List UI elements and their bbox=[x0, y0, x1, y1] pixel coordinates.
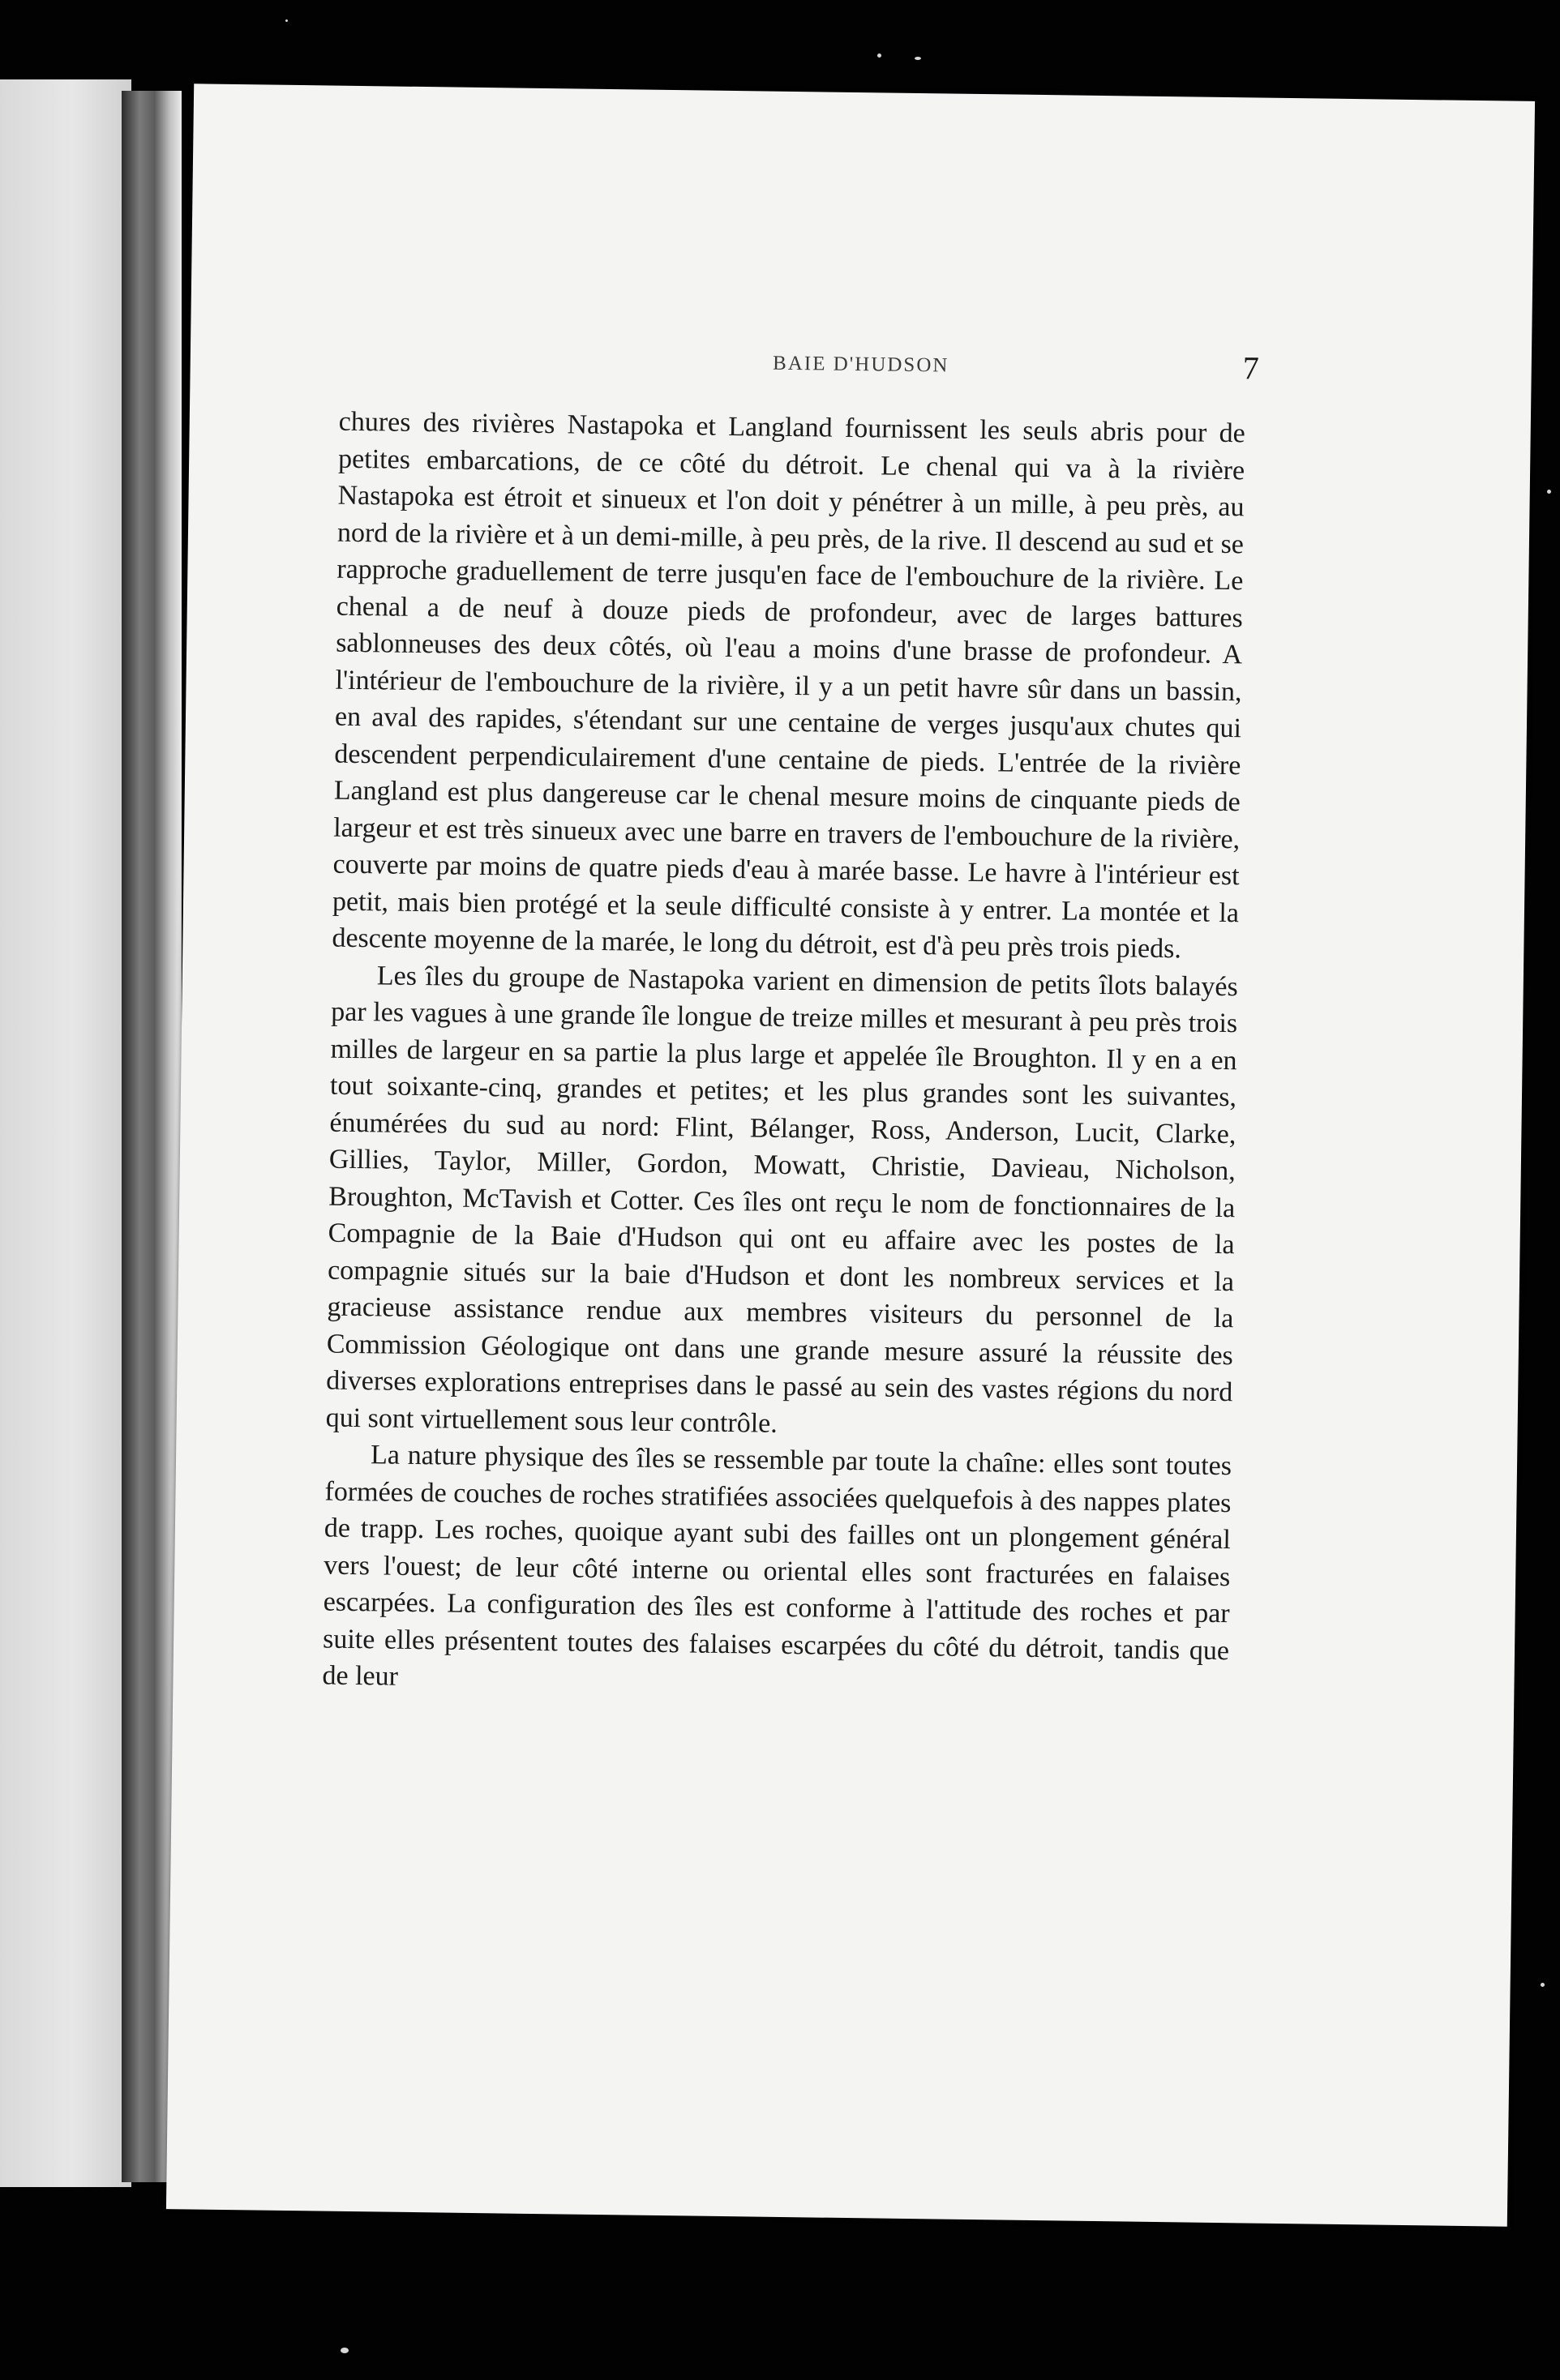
facing-page-edge bbox=[0, 79, 131, 2187]
book-page bbox=[166, 83, 1535, 2226]
paragraph: Les îles du groupe de Nastapoka varient en dimension de petits îlots balayés par les vagues à une grande île longue de treize milles et mesurant à peu près trois milles de largeur en sa partie la plus large et appelée île Broughton. Il y en a en tout soixante-cinq, grandes et petites; et les plus grandes sont les suivantes, énumérées du sud au nord: Flint, Bélanger, Ross, Anderson, Lucit, Clarke, Gillies, Taylor, Miller, Gordon, Mowatt, Christie, Davieau, Nicholson, Broughton, McTavish et Cotter. Ces îles ont reçu le nom de fonctionnaires de la Compagnie de la Baie d'Hudson qui ont eu affaire avec les postes de la compagnie situés sur la baie d'Hudson et dont les nombreux services et la gracieuse assistance rendue aux membres visiteurs du personnel de la Commission Géologique ont dans une grande mesure assuré la réussite des diverses explorations entreprises dans le passé au sein des vastes régions du nord qui sont virtuellement sous leur contrôle. bbox=[325, 960, 1239, 1439]
paragraph: chures des rivières Nastapoka et Langland fournissent les seuls abris pour de petites embarcations, de ce côté du détroit. Le chenal qui va à la rivière Nastapoka est étroit et sinueux et l'on doit y pénétrer à un mille, à peu près, au nord de la rivière et à un demi-mille, à peu près, de la rive. Il descend au sud et se rapproche graduellement de terre jusqu'en face de l'embouchure de la rivière. Le chenal a de neuf à douze pieds de profondeur, avec de larges battures sablonneuses des deux côtés, où l'eau a moins d'une brasse de profondeur. A l'intérieur de l'embouchure de la rivière, il y a un petit havre sûr dans un bassin, en aval des rapides, s'étendant sur une centaine de verges jusqu'aux chutes qui descendent perpendiculairement d'une centaine de pieds. L'entrée de la rivière Langland est plus dangereuse car le chenal mesure moins de cinquante pieds de largeur et est très sinueux avec une barre en travers de l'embouchure de la rivière, couverte par moins de quatre pieds d'eau à marée basse. Le havre à l'intérieur est petit, mais bien protégé et la seule difficulté consiste à y entrer. La montée et la descente moyenne de la marée, le long du détroit, est d'à peu près trois pieds. bbox=[332, 406, 1245, 965]
paragraph: La nature physique des îles se ressemble par toute la chaîne: elles sont toutes formées de couches de roches stratifiées associées quelquefois à des nappes plates de trapp. Les roches, quoique ayant subi des failles ont un plongement général vers l'ouest; de leur côté interne ou oriental elles sont fracturées en falaises escarpées. La configuration des îles est conforme à l'attitude des roches et par suite elles présentent toutes des falaises escarpées du côté du détroit, tandis que de leur bbox=[322, 1440, 1232, 1692]
body-text bbox=[322, 404, 1245, 1706]
running-head: BAIE D'HUDSON bbox=[772, 352, 949, 377]
page-number: 7 bbox=[1242, 349, 1260, 387]
